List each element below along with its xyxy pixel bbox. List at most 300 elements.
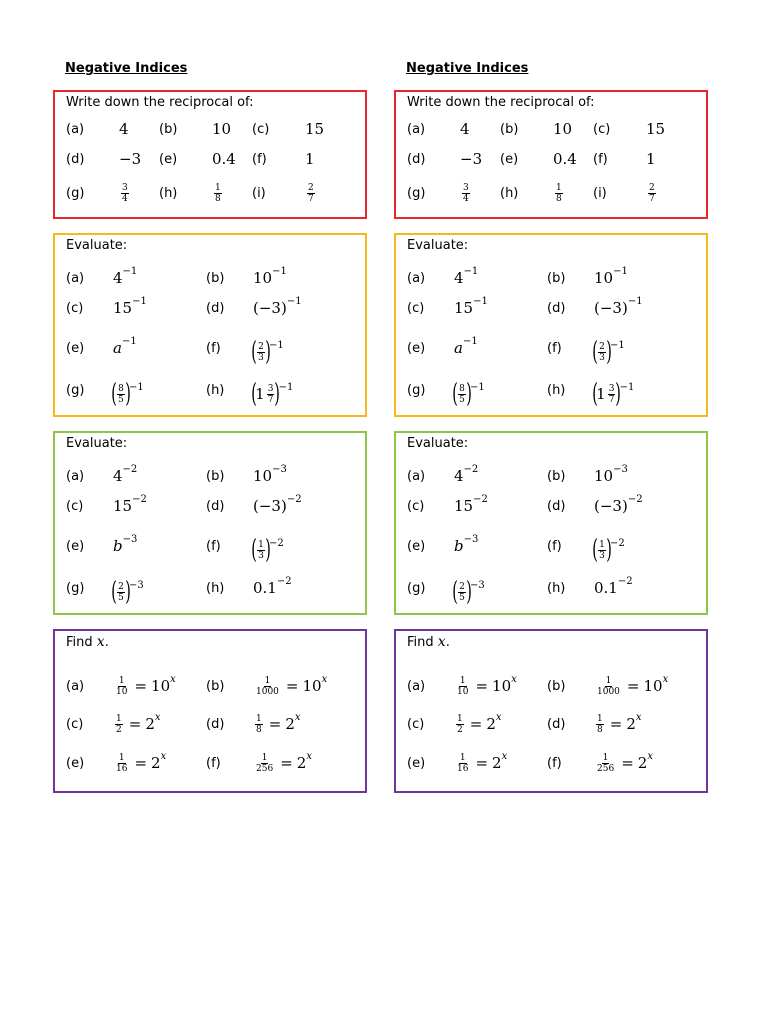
power-base: 4 bbox=[454, 269, 464, 287]
equals-sign: = bbox=[128, 715, 142, 733]
question-label: (e) bbox=[66, 755, 85, 771]
question-item bbox=[66, 531, 84, 561]
right-bracket: ) bbox=[274, 379, 281, 409]
math-expression bbox=[305, 114, 324, 144]
power-base: 15 bbox=[113, 299, 133, 317]
right-bracket: ) bbox=[606, 337, 612, 367]
fraction-denominator: 16 bbox=[116, 763, 128, 774]
equals-sign: = bbox=[134, 754, 148, 772]
fraction-numerator: 2 bbox=[308, 182, 314, 193]
question-label: (e) bbox=[159, 151, 178, 167]
math-expression bbox=[253, 709, 301, 739]
fraction bbox=[456, 753, 469, 774]
power-exponent: −2 bbox=[617, 575, 633, 587]
number-value: 1 bbox=[646, 150, 656, 168]
find-x-variable: x bbox=[96, 634, 105, 650]
power-exponent: x bbox=[511, 673, 517, 685]
math-expression bbox=[454, 577, 485, 607]
question-item bbox=[206, 461, 224, 491]
question-item bbox=[547, 293, 565, 323]
power-exponent: x bbox=[154, 711, 161, 723]
power-exponent: −2 bbox=[132, 493, 147, 505]
power-base: 15 bbox=[454, 299, 474, 317]
mixed-whole: 1 bbox=[255, 385, 265, 403]
question-label: (c) bbox=[407, 716, 425, 732]
power-exponent: −2 bbox=[122, 463, 138, 475]
right-bracket: ) bbox=[125, 577, 131, 607]
fraction-numerator: 3 bbox=[463, 182, 469, 193]
find-x-period: . bbox=[104, 635, 109, 650]
right-bracket: ) bbox=[615, 379, 622, 409]
fraction bbox=[555, 183, 563, 204]
question-label: (e) bbox=[66, 340, 85, 356]
math-expression bbox=[594, 491, 643, 521]
question-label: (c) bbox=[593, 121, 611, 137]
reciprocal-box bbox=[53, 90, 367, 219]
power-exponent: −3 bbox=[613, 463, 628, 475]
right-bracket: ) bbox=[265, 535, 271, 565]
number-value: 4 bbox=[119, 120, 129, 138]
question-label: (d) bbox=[547, 498, 566, 514]
question-label: (b) bbox=[547, 468, 566, 484]
math-expression bbox=[454, 491, 488, 521]
fraction bbox=[257, 540, 265, 561]
power-base: 4 bbox=[454, 467, 464, 485]
left-bracket: ( bbox=[251, 379, 257, 409]
math-expression bbox=[253, 573, 292, 603]
left-bracket: ( bbox=[111, 379, 117, 409]
power-exponent: −2 bbox=[610, 537, 625, 549]
fraction-denominator: 5 bbox=[118, 592, 124, 603]
number-value: 10 bbox=[212, 120, 232, 138]
fraction bbox=[462, 183, 470, 204]
math-expression bbox=[119, 178, 131, 208]
power-exponent: x bbox=[662, 673, 669, 685]
math-expression bbox=[113, 379, 144, 409]
fraction bbox=[255, 676, 280, 697]
question-label: (e) bbox=[407, 755, 426, 771]
power-base: 10 bbox=[492, 677, 512, 695]
equals-sign: = bbox=[475, 677, 489, 695]
power-base: 2 bbox=[486, 715, 496, 733]
question-item bbox=[547, 748, 562, 778]
question-item bbox=[547, 671, 565, 701]
power-exponent: −3 bbox=[470, 579, 485, 591]
math-expression bbox=[460, 178, 472, 208]
question-label: (f) bbox=[206, 340, 221, 356]
question-label: (f) bbox=[252, 151, 267, 167]
question-label: (h) bbox=[159, 185, 178, 201]
power-base: 2 bbox=[285, 715, 295, 733]
math-expression bbox=[113, 333, 137, 363]
question-item bbox=[206, 709, 224, 739]
question-label: (i) bbox=[252, 185, 266, 201]
question-item bbox=[500, 144, 518, 174]
math-expression bbox=[113, 577, 144, 607]
math-expression bbox=[212, 144, 236, 174]
right-bracket: ) bbox=[606, 535, 612, 565]
power-base: 4 bbox=[113, 269, 123, 287]
power-base: b bbox=[113, 537, 123, 555]
fraction-numerator: 1 bbox=[459, 675, 466, 686]
fraction-denominator: 16 bbox=[457, 763, 469, 774]
question-label: (b) bbox=[206, 678, 225, 694]
evaluate-box-1 bbox=[394, 233, 708, 417]
power-exponent: −1 bbox=[278, 381, 294, 393]
math-expression bbox=[113, 709, 161, 739]
question-label: (d) bbox=[407, 151, 426, 167]
fraction-numerator: 1 bbox=[215, 182, 221, 193]
question-label: (e) bbox=[407, 538, 426, 554]
math-expression bbox=[113, 461, 137, 491]
math-expression bbox=[454, 671, 517, 701]
power-exponent: −3 bbox=[463, 533, 479, 545]
math-expression bbox=[113, 491, 147, 521]
question-item bbox=[407, 114, 425, 144]
question-item bbox=[206, 531, 221, 561]
question-item bbox=[407, 573, 425, 603]
question-item bbox=[593, 178, 607, 208]
math-expression bbox=[253, 491, 302, 521]
question-label: (b) bbox=[206, 270, 225, 286]
power-base: 15 bbox=[454, 497, 474, 515]
math-expression bbox=[113, 531, 137, 561]
power-exponent: −2 bbox=[286, 493, 302, 505]
fraction-numerator: 8 bbox=[459, 383, 465, 394]
question-label: (g) bbox=[66, 580, 85, 596]
fraction-numerator: 1 bbox=[457, 713, 463, 724]
question-label: (b) bbox=[159, 121, 178, 137]
power-exponent: −1 bbox=[463, 265, 479, 277]
question-label: (c) bbox=[252, 121, 270, 137]
fraction-denominator: 7 bbox=[608, 394, 615, 405]
fraction bbox=[115, 753, 128, 774]
math-expression bbox=[460, 114, 470, 144]
question-item bbox=[407, 375, 425, 405]
math-expression bbox=[253, 461, 287, 491]
power-base: 10 bbox=[253, 467, 273, 485]
question-item bbox=[66, 491, 83, 521]
math-expression bbox=[594, 379, 634, 409]
power-exponent: x bbox=[321, 673, 328, 685]
question-item bbox=[407, 461, 425, 491]
number-value: 10 bbox=[553, 120, 573, 138]
question-item bbox=[66, 709, 83, 739]
fraction-numerator: 8 bbox=[118, 383, 124, 394]
fraction bbox=[214, 183, 222, 204]
fraction-denominator: 7 bbox=[649, 193, 655, 204]
math-expression bbox=[305, 144, 315, 174]
math-expression bbox=[113, 293, 147, 323]
equals-sign: = bbox=[285, 677, 299, 695]
fraction-denominator: 8 bbox=[256, 724, 262, 735]
right-bracket: ) bbox=[125, 379, 131, 409]
fraction bbox=[608, 384, 616, 405]
question-item bbox=[407, 709, 424, 739]
power-base: 10 bbox=[253, 269, 273, 287]
question-label: (f) bbox=[547, 538, 562, 554]
power-exponent: x bbox=[294, 711, 301, 723]
power-exponent: x bbox=[306, 750, 312, 762]
fraction-denominator: 5 bbox=[118, 394, 124, 405]
fraction bbox=[456, 676, 469, 697]
fraction-numerator: 1 bbox=[605, 675, 612, 686]
math-expression bbox=[212, 114, 231, 144]
fraction-numerator: 2 bbox=[599, 341, 605, 352]
fraction-numerator: 1 bbox=[264, 675, 271, 686]
right-bracket: ) bbox=[466, 379, 472, 409]
power-base: 10 bbox=[302, 677, 322, 695]
question-label: (c) bbox=[407, 300, 425, 316]
question-label: (f) bbox=[206, 538, 221, 554]
fraction-numerator: 2 bbox=[258, 341, 264, 352]
question-item bbox=[206, 293, 224, 323]
power-exponent: −2 bbox=[473, 493, 488, 505]
math-expression bbox=[594, 748, 653, 778]
question-label: (f) bbox=[547, 340, 562, 356]
question-item bbox=[159, 144, 177, 174]
number-value: 4 bbox=[460, 120, 470, 138]
question-item bbox=[547, 263, 565, 293]
find-x-heading bbox=[66, 633, 109, 652]
fraction-numerator: 1 bbox=[256, 713, 262, 724]
question-item bbox=[547, 333, 562, 363]
fraction bbox=[456, 714, 464, 735]
left-bracket: ( bbox=[251, 535, 257, 565]
power-exponent: −1 bbox=[272, 265, 287, 277]
question-label: (c) bbox=[66, 498, 84, 514]
question-item bbox=[407, 293, 424, 323]
question-label: (g) bbox=[66, 382, 85, 398]
math-expression bbox=[594, 573, 633, 603]
question-item bbox=[159, 114, 177, 144]
worksheet-copy-left bbox=[53, 60, 367, 807]
question-label: (d) bbox=[206, 716, 225, 732]
worksheet-title: Negative Indices bbox=[406, 61, 529, 76]
question-item bbox=[407, 748, 425, 778]
equals-sign: = bbox=[268, 715, 282, 733]
question-item bbox=[206, 491, 224, 521]
question-item bbox=[206, 671, 224, 701]
power-exponent: −1 bbox=[286, 295, 302, 307]
mixed-whole: 1 bbox=[596, 385, 606, 403]
fraction-denominator: 1000 bbox=[597, 686, 620, 697]
find-x-box bbox=[394, 629, 708, 793]
worksheet-title: Negative Indices bbox=[65, 61, 188, 76]
right-bracket: ) bbox=[265, 337, 271, 367]
power-base: 2 bbox=[626, 715, 636, 733]
math-expression bbox=[553, 178, 565, 208]
math-expression bbox=[594, 535, 625, 565]
evaluate-heading: Evaluate: bbox=[407, 238, 469, 253]
question-item bbox=[407, 263, 425, 293]
math-expression bbox=[594, 461, 628, 491]
power-exponent: −1 bbox=[613, 265, 628, 277]
question-label: (d) bbox=[547, 716, 566, 732]
math-expression bbox=[253, 748, 312, 778]
question-item bbox=[547, 531, 562, 561]
power-exponent: −1 bbox=[610, 339, 625, 351]
question-item bbox=[547, 461, 565, 491]
fraction bbox=[115, 714, 123, 735]
fraction-numerator: 1 bbox=[258, 539, 264, 550]
equals-sign: = bbox=[134, 677, 148, 695]
power-base: 2 bbox=[145, 715, 155, 733]
math-expression bbox=[594, 337, 625, 367]
math-expression bbox=[305, 178, 317, 208]
fraction-numerator: 1 bbox=[602, 752, 609, 763]
power-exponent: −2 bbox=[276, 575, 292, 587]
equals-sign: = bbox=[609, 715, 623, 733]
fraction-numerator: 3 bbox=[122, 182, 128, 193]
fraction bbox=[255, 714, 263, 735]
question-label: (d) bbox=[547, 300, 566, 316]
question-label: (a) bbox=[66, 121, 85, 137]
question-item bbox=[66, 375, 84, 405]
fraction-numerator: 1 bbox=[556, 182, 562, 193]
question-label: (e) bbox=[66, 538, 85, 554]
reciprocal-box bbox=[394, 90, 708, 219]
reciprocal-heading: Write down the reciprocal of: bbox=[66, 95, 254, 110]
fraction-denominator: 7 bbox=[267, 394, 274, 405]
power-exponent: −2 bbox=[269, 537, 284, 549]
fraction bbox=[596, 676, 621, 697]
question-label: (g) bbox=[407, 382, 426, 398]
fraction-numerator: 1 bbox=[118, 675, 125, 686]
find-x-heading bbox=[407, 633, 450, 652]
fraction-denominator: 3 bbox=[258, 550, 264, 561]
power-base: 0.1 bbox=[253, 579, 277, 597]
math-expression bbox=[594, 671, 668, 701]
power-base: 10 bbox=[151, 677, 171, 695]
power-exponent: −1 bbox=[269, 339, 284, 351]
equals-sign: = bbox=[626, 677, 640, 695]
fraction bbox=[648, 183, 656, 204]
math-expression bbox=[253, 293, 302, 323]
power-base: b bbox=[454, 537, 464, 555]
question-item bbox=[407, 491, 424, 521]
math-expression bbox=[119, 144, 141, 174]
math-expression bbox=[553, 114, 572, 144]
find-x-text: Find bbox=[66, 635, 97, 650]
find-x-text: Find bbox=[407, 635, 438, 650]
question-item bbox=[66, 671, 84, 701]
power-exponent: −3 bbox=[272, 463, 287, 475]
question-label: (g) bbox=[66, 185, 85, 201]
power-base: (−3) bbox=[253, 497, 287, 515]
question-label: (a) bbox=[407, 468, 426, 484]
fraction bbox=[255, 753, 274, 774]
fraction-numerator: 2 bbox=[118, 581, 124, 592]
power-exponent: x bbox=[170, 673, 176, 685]
math-expression bbox=[553, 144, 577, 174]
fraction-numerator: 3 bbox=[608, 383, 615, 394]
left-bracket: ( bbox=[111, 577, 117, 607]
power-base: a bbox=[454, 339, 463, 357]
question-label: (d) bbox=[206, 498, 225, 514]
question-item bbox=[66, 333, 84, 363]
power-base: 4 bbox=[113, 467, 123, 485]
equals-sign: = bbox=[469, 715, 483, 733]
power-exponent: −1 bbox=[473, 295, 488, 307]
math-expression bbox=[454, 531, 478, 561]
fraction bbox=[458, 582, 466, 603]
question-label: (g) bbox=[407, 185, 426, 201]
power-base: 2 bbox=[296, 754, 307, 772]
left-bracket: ( bbox=[592, 379, 598, 409]
question-item bbox=[66, 114, 84, 144]
number-value: 15 bbox=[646, 120, 666, 138]
question-label: (g) bbox=[407, 580, 426, 596]
power-exponent: −1 bbox=[470, 381, 485, 393]
evaluate-heading: Evaluate: bbox=[66, 238, 128, 253]
question-item bbox=[593, 114, 610, 144]
question-label: (b) bbox=[547, 270, 566, 286]
math-expression bbox=[113, 748, 166, 778]
question-item bbox=[547, 375, 565, 405]
question-item bbox=[66, 178, 84, 208]
find-x-period: . bbox=[445, 635, 450, 650]
math-expression bbox=[454, 379, 485, 409]
power-base: 2 bbox=[492, 754, 502, 772]
fraction-denominator: 3 bbox=[599, 550, 605, 561]
fraction-denominator: 10 bbox=[116, 686, 128, 697]
question-label: (d) bbox=[206, 300, 225, 316]
power-exponent: x bbox=[501, 750, 508, 762]
question-item bbox=[500, 178, 518, 208]
power-exponent: −1 bbox=[462, 335, 478, 347]
question-item bbox=[407, 333, 425, 363]
power-base: (−3) bbox=[594, 299, 628, 317]
fraction bbox=[307, 183, 315, 204]
number-value: 15 bbox=[305, 120, 325, 138]
fraction-numerator: 1 bbox=[599, 539, 605, 550]
find-x-box bbox=[53, 629, 367, 793]
left-bracket: ( bbox=[592, 337, 598, 367]
question-label: (f) bbox=[206, 755, 221, 771]
question-label: (h) bbox=[206, 580, 225, 596]
question-label: (f) bbox=[593, 151, 608, 167]
math-expression bbox=[646, 114, 665, 144]
power-base: 10 bbox=[643, 677, 663, 695]
question-item bbox=[159, 178, 177, 208]
evaluate-box-2 bbox=[394, 431, 708, 615]
fraction-numerator: 1 bbox=[118, 752, 125, 763]
question-label: (h) bbox=[547, 382, 566, 398]
math-expression bbox=[646, 144, 656, 174]
math-expression bbox=[454, 748, 507, 778]
question-item bbox=[206, 748, 221, 778]
power-exponent: x bbox=[160, 750, 167, 762]
question-label: (a) bbox=[66, 468, 85, 484]
math-expression bbox=[253, 337, 284, 367]
math-expression bbox=[646, 178, 658, 208]
number-value: −3 bbox=[460, 150, 483, 168]
fraction-denominator: 5 bbox=[459, 592, 465, 603]
question-label: (h) bbox=[547, 580, 566, 596]
find-x-variable: x bbox=[437, 634, 446, 650]
question-label: (c) bbox=[66, 716, 84, 732]
fraction-numerator: 3 bbox=[267, 383, 274, 394]
question-item bbox=[66, 461, 84, 491]
question-label: (a) bbox=[66, 270, 85, 286]
fraction-denominator: 10 bbox=[457, 686, 469, 697]
question-item bbox=[547, 709, 565, 739]
equals-sign: = bbox=[475, 754, 489, 772]
question-label: (c) bbox=[407, 498, 425, 514]
number-value: −3 bbox=[119, 150, 142, 168]
question-label: (a) bbox=[407, 270, 426, 286]
